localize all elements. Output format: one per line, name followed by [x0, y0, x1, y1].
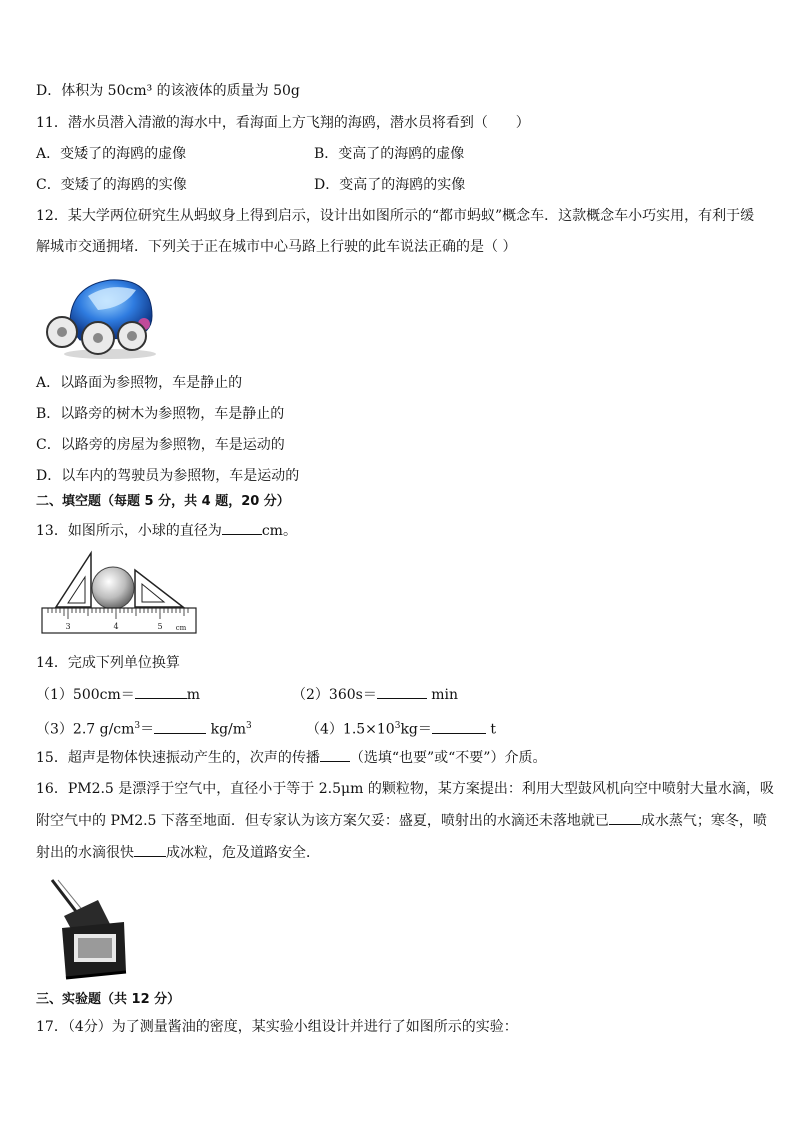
q14-part3-text: （3）2.7 g/cm [36, 721, 135, 738]
q16-line3-b: 成冰粒，危及道路安全． [166, 845, 320, 861]
q14-part3 [36, 716, 252, 740]
q14-part1 [36, 684, 200, 705]
q14-part4-blank[interactable] [432, 719, 486, 734]
q12-option-b: B．以路旁的树木为参照物，车是静止的 [36, 406, 285, 422]
q14-stem: 14．完成下列单位换算 [36, 655, 180, 671]
q11-stem: 11．潜水员潜入清澈的海水中，看海面上方飞翔的海鸥，潜水员将看到（ ） [36, 115, 530, 131]
q12-option-c: C．以路旁的房屋为参照物，车是运动的 [36, 437, 285, 453]
superscript: 3 [246, 721, 252, 731]
ruler-ball-figure [38, 550, 200, 638]
q14-part3-blank[interactable] [154, 719, 206, 734]
section2-title: 二、填空题（每题 5 分，共 4 题，20 分） [36, 494, 290, 509]
q16-blank2[interactable] [134, 842, 166, 857]
q14-part4-unit: t [485, 721, 496, 738]
concept-car-image [40, 268, 162, 362]
q16-line2 [36, 810, 767, 831]
q10-option-d: D．体积为 50cm³ 的该液体的质量为 50g [36, 83, 300, 99]
q13-stem [36, 520, 297, 541]
q16-line3 [36, 842, 320, 863]
q14-part4 [306, 716, 496, 740]
q11-option-a: A．变矮了的海鸥的虚像 [36, 146, 187, 162]
q16-line3-a: 射出的水滴很快 [36, 845, 134, 861]
q15-answer-blank[interactable] [320, 747, 350, 762]
q14-part4-text: （4）1.5×10 [306, 721, 395, 738]
q11-option-d: D．变高了的海鸥的实像 [314, 177, 466, 193]
ruler-tick-label: 5 [157, 622, 163, 631]
section3-title: 三、实验题（共 12 分） [36, 992, 181, 1007]
q11-option-b: B．变高了的海鸥的虚像 [314, 146, 465, 162]
q12-stem-line1: 12．某大学两位研究生从蚂蚁身上得到启示，设计出如图所示的“都市蚂蚁”概念车．这款概念车小巧实用，有利于缓 [36, 208, 755, 224]
superscript: 3 [134, 721, 141, 731]
ruler-unit-label: cm [175, 624, 187, 632]
q12-stem-line2: 解城市交通拥堵．下列关于正在城市中心马路上行驶的此车说法正确的是（ ） [36, 239, 517, 255]
q11-option-c: C．变矮了的海鸥的实像 [36, 177, 187, 193]
q16-line2-a: 附空气中的 PM2.5 下落至地面．但专家认为该方案欠妥：盛夏，喷射出的水滴还未落地就已 [36, 813, 609, 829]
q16-line1: 16．PM2.5 是漂浮于空气中，直径小于等于 2.5μm 的颗粒物，某方案提出：利用大型鼓风机向空中喷射大量水滴，吸 [36, 781, 774, 797]
q14-part2-text: （2）360s＝ [292, 687, 377, 703]
ruler-tick-label: 3 [65, 622, 71, 631]
q16-line2-b: 成水蒸气；寒冬，喷 [640, 813, 767, 829]
q15-stem-b: （选填“也要”或“不要”）介质。 [349, 750, 547, 766]
q14-part1-unit: m [186, 687, 201, 703]
q14-part2 [292, 684, 458, 705]
q14-part1-text: （1）500cm＝ [36, 687, 135, 703]
q14-part4-eq: kg＝ [400, 721, 432, 738]
q14-part2-unit: min [426, 687, 459, 703]
q15-stem-a: 15．超声是物体快速振动产生的，次声的传播 [36, 750, 320, 766]
q13-answer-blank[interactable] [222, 520, 262, 535]
ruler-tick-label: 4 [113, 622, 119, 631]
q14-part2-blank[interactable] [377, 684, 427, 699]
q14-part1-blank[interactable] [135, 684, 187, 699]
water-spray-machine-image [44, 876, 134, 984]
superscript: 3 [394, 721, 401, 731]
q16-blank1[interactable] [609, 810, 641, 825]
q12-option-d: D．以车内的驾驶员为参照物，车是运动的 [36, 468, 300, 484]
q14-part3-unit: kg/m [206, 721, 247, 738]
q14-part3-eq: ＝ [140, 721, 155, 738]
q17-stem: 17．（4分）为了测量酱油的密度，某实验小组设计并进行了如图所示的实验： [36, 1019, 518, 1035]
q13-stem-a: 13．如图所示，小球的直径为 [36, 523, 222, 539]
q13-stem-b: cm。 [261, 523, 297, 539]
q15-stem [36, 747, 546, 768]
q12-option-a: A．以路面为参照物，车是静止的 [36, 375, 243, 391]
